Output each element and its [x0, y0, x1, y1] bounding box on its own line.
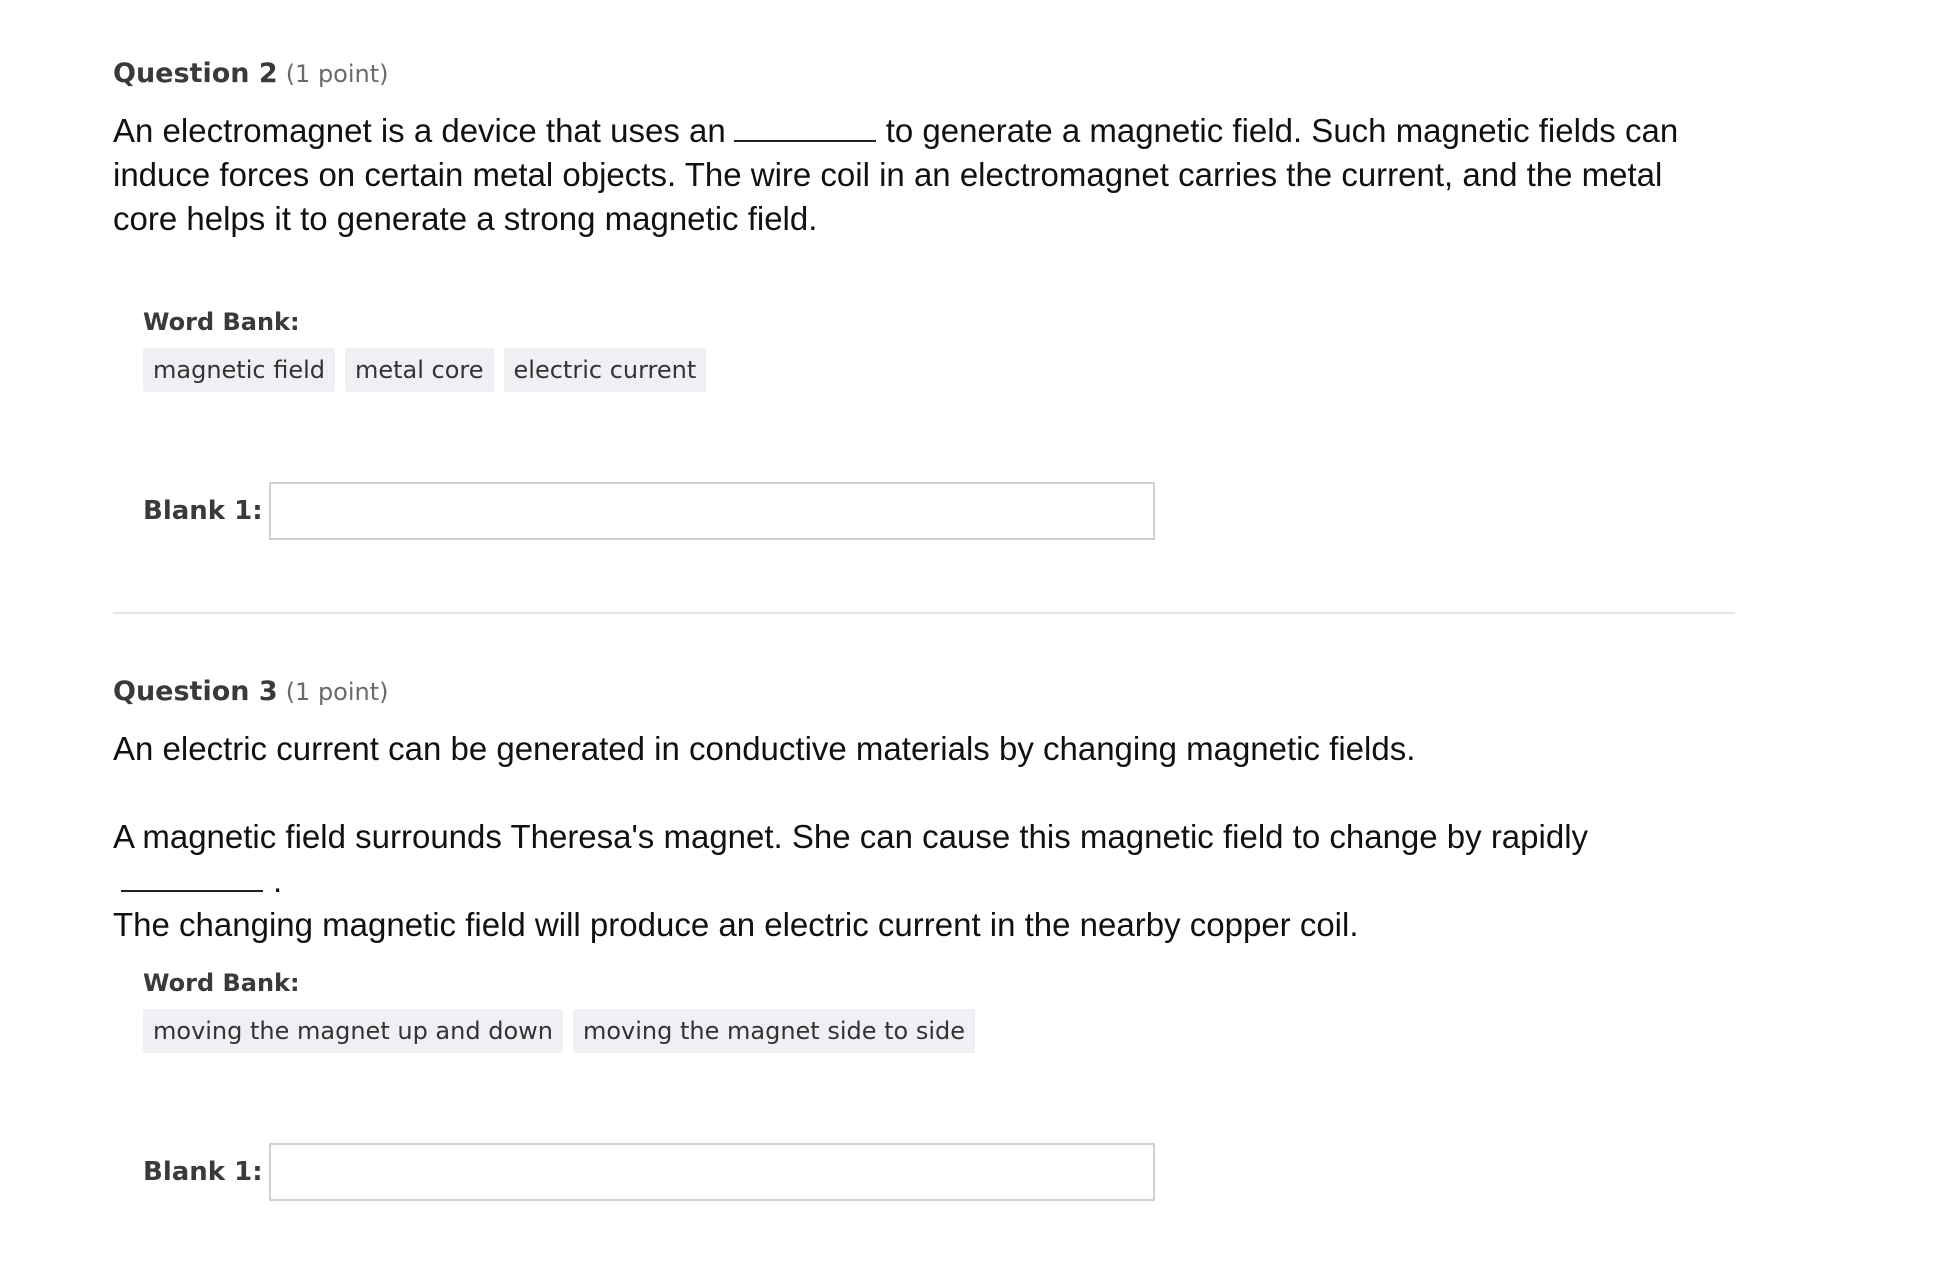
word-bank-chips	[143, 348, 706, 392]
question-3-header	[113, 678, 1735, 705]
question-3	[113, 678, 1735, 947]
question-text-before: An electromagnet is a device that uses an	[113, 112, 726, 149]
question-text-after: to generate a magnetic field. Such magnetic fields can induce forces on certain metal objects. The wire coil in an electromagnet carries the current, and the metal core helps it to generate a strong magnetic field.	[113, 112, 1679, 237]
word-bank-chip[interactable]: metal core	[345, 348, 494, 392]
word-bank-label: Word Bank:	[143, 308, 300, 336]
word-bank-chip[interactable]: moving the magnet side to side	[573, 1009, 975, 1053]
question-title: Question 2	[113, 58, 278, 89]
blank-label: Blank 1:	[143, 496, 263, 526]
word-bank-chip[interactable]: electric current	[504, 348, 707, 392]
question-text-before: A magnetic field surrounds Theresa's magnet. She can cause this magnetic field to change by rapidly	[113, 818, 1589, 855]
word-bank-chip[interactable]: magnetic field	[143, 348, 335, 392]
question-2-text	[113, 109, 1735, 241]
question-3-intro: An electric current can be generated in conductive materials by changing magnetic fields.	[113, 730, 1416, 767]
blank-label: Blank 1:	[143, 1157, 263, 1187]
question-text-continued: The changing magnetic field will produce an electric current in the nearby copper coil.	[113, 906, 1359, 943]
question-divider	[113, 612, 1735, 614]
question-3-text	[113, 815, 1735, 947]
question-2	[113, 60, 1735, 241]
question-title: Question 3	[113, 676, 278, 707]
blank-row	[143, 482, 1155, 540]
word-bank-chip[interactable]: moving the magnet up and down	[143, 1009, 563, 1053]
word-bank-label: Word Bank:	[143, 969, 300, 997]
blank-1-input[interactable]	[269, 482, 1155, 540]
word-bank	[143, 310, 706, 392]
question-text-after: .	[273, 862, 283, 899]
question-points: (1 point)	[285, 678, 389, 706]
blank-placeholder	[734, 110, 876, 142]
blank-placeholder	[121, 860, 263, 892]
question-points: (1 point)	[285, 60, 389, 88]
blank-row	[143, 1143, 1155, 1201]
word-bank	[143, 971, 975, 1053]
word-bank-chips	[143, 1009, 975, 1053]
question-2-header	[113, 60, 1735, 87]
blank-1-input[interactable]	[269, 1143, 1155, 1201]
